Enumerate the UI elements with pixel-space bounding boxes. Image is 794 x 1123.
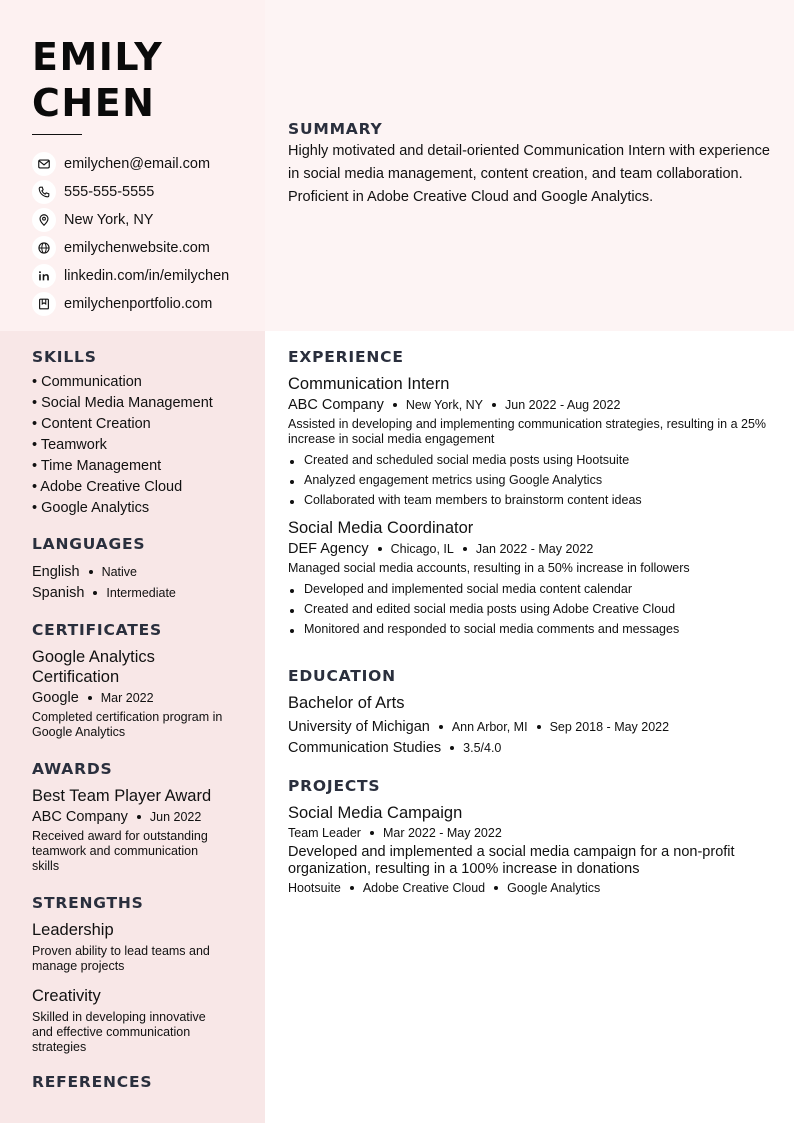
project-title: Social Media Campaign xyxy=(288,804,463,822)
linkedin-icon xyxy=(32,264,56,288)
separator-dot xyxy=(537,725,541,729)
education-meta xyxy=(288,716,778,737)
job-entry xyxy=(288,518,778,639)
separator-dot xyxy=(350,886,354,890)
project-description: Developed and implemented a social media campaign for a non-profit organization, resulting in a 100% increase in donations xyxy=(288,844,735,877)
skill-item: • Content Creation xyxy=(32,416,151,432)
separator-dot xyxy=(88,696,92,700)
summary-section xyxy=(288,120,778,209)
strengths-section xyxy=(32,894,247,1055)
contact-location-text: New York, NY xyxy=(64,212,154,228)
skills-section xyxy=(32,348,247,519)
job-company: DEF Agency xyxy=(288,541,369,557)
job-bullet xyxy=(288,490,778,510)
job-bullet-text: Created and scheduled social media posts using Hootsuite xyxy=(304,453,630,467)
contact-email-text: emilychen@email.com xyxy=(64,156,211,172)
globe-icon xyxy=(32,236,56,260)
skills-list xyxy=(32,372,247,519)
strengths-heading: STRENGTHS xyxy=(32,894,144,912)
skill-item: • Teamwork xyxy=(32,437,107,453)
contact-location xyxy=(32,206,229,234)
education-field-row xyxy=(288,737,778,758)
candidate-name xyxy=(32,34,163,126)
contact-phone-text: 555-555-5555 xyxy=(64,184,155,200)
references-heading: REFERENCES xyxy=(32,1073,153,1091)
education-heading: EDUCATION xyxy=(288,667,396,685)
education-school: University of Michigan xyxy=(288,718,430,735)
project-tool: Google Analytics xyxy=(507,881,601,895)
job-bullet-text: Created and edited social media posts using Adobe Creative Cloud xyxy=(304,602,676,616)
contact-linkedin-text: linkedin.com/in/emilychen xyxy=(64,268,230,284)
separator-dot xyxy=(378,547,382,551)
skill-item: • Google Analytics xyxy=(32,500,150,516)
skill-item: • Time Management xyxy=(32,458,162,474)
project-meta xyxy=(288,826,778,840)
name-divider xyxy=(32,134,82,135)
separator-dot xyxy=(463,547,467,551)
job-bullet xyxy=(288,579,778,599)
skill-item: • Social Media Management xyxy=(32,395,213,411)
job-bullets xyxy=(288,450,778,510)
separator-dot xyxy=(137,815,141,819)
job-title: Social Media Coordinator xyxy=(288,519,474,537)
contact-website[interactable] xyxy=(32,234,229,262)
bullet-dot xyxy=(290,589,294,593)
project-tool: Hootsuite xyxy=(288,881,341,895)
certificate-meta xyxy=(32,690,247,706)
award-date: Jun 2022 xyxy=(149,810,202,824)
separator-dot xyxy=(450,746,454,750)
references-section xyxy=(32,1073,247,1091)
project-role: Team Leader xyxy=(288,826,361,840)
bullet-dot xyxy=(290,629,294,633)
language-name: English xyxy=(32,563,80,580)
languages-section xyxy=(32,535,247,603)
bookmark-icon xyxy=(32,292,56,316)
language-item xyxy=(32,582,247,603)
strength-description: Skilled in developing innovative and effective communication strategies xyxy=(32,1010,206,1054)
job-bullet-text: Analyzed engagement metrics using Google Analytics xyxy=(304,473,603,487)
contact-portfolio-text: emilychenportfolio.com xyxy=(64,296,213,312)
strength-description: Proven ability to lead teams and manage projects xyxy=(32,944,210,973)
education-dates: Sep 2018 - May 2022 xyxy=(549,719,670,734)
job-bullets xyxy=(288,579,778,639)
job-title: Communication Intern xyxy=(288,375,450,393)
certificate-issuer: Google xyxy=(32,690,79,706)
project-tool: Adobe Creative Cloud xyxy=(362,881,486,895)
job-entry xyxy=(288,374,778,510)
project-tools xyxy=(288,881,778,895)
languages-heading: LANGUAGES xyxy=(32,535,146,553)
experience-section xyxy=(288,348,778,639)
separator-dot xyxy=(492,403,496,407)
summary-heading: SUMMARY xyxy=(288,120,383,138)
job-bullet xyxy=(288,470,778,490)
bullet-dot xyxy=(290,480,294,484)
skill-item: • Adobe Creative Cloud xyxy=(32,479,183,495)
job-bullet-text: Monitored and responded to social media comments and messages xyxy=(304,622,680,636)
location-pin-icon xyxy=(32,208,56,232)
certificate-description: Completed certification program in Google Analytics xyxy=(32,710,223,739)
summary-text: Highly motivated and detail-oriented Communication Intern with experience in social media management, content creation, and team collaboration. Proficient in Adobe Creative Cloud and Google Analytics. xyxy=(288,143,770,205)
awards-heading: AWARDS xyxy=(32,760,113,778)
separator-dot xyxy=(93,591,97,595)
projects-section xyxy=(288,777,778,895)
contact-email[interactable] xyxy=(32,150,229,178)
skill-item: • Communication xyxy=(32,374,142,390)
projects-heading: PROJECTS xyxy=(288,777,381,795)
last-name: CHEN xyxy=(32,81,156,125)
separator-dot xyxy=(393,403,397,407)
job-bullet-text: Collaborated with team members to brainstorm content ideas xyxy=(304,493,642,507)
bullet-dot xyxy=(290,460,294,464)
first-name: EMILY xyxy=(32,35,164,79)
contact-linkedin[interactable] xyxy=(32,262,229,290)
separator-dot xyxy=(439,725,443,729)
job-bullet-text: Developed and implemented social media content calendar xyxy=(304,582,632,596)
bullet-dot xyxy=(290,609,294,613)
education-location: Ann Arbor, MI xyxy=(451,719,528,734)
education-degree: Bachelor of Arts xyxy=(288,694,405,712)
job-dates: Jan 2022 - May 2022 xyxy=(475,542,594,556)
bullet-dot xyxy=(290,500,294,504)
awards-section xyxy=(32,760,247,874)
award-meta xyxy=(32,809,247,825)
email-icon xyxy=(32,152,56,176)
job-company: ABC Company xyxy=(288,397,384,413)
education-gpa: 3.5/4.0 xyxy=(463,740,502,755)
language-level: Native xyxy=(101,564,137,579)
experience-heading: EXPERIENCE xyxy=(288,348,404,366)
project-dates: Mar 2022 - May 2022 xyxy=(382,826,502,840)
certificates-heading: CERTIFICATES xyxy=(32,621,162,639)
contact-list xyxy=(32,150,229,318)
job-bullet xyxy=(288,599,778,619)
award-title: Best Team Player Award xyxy=(32,787,212,805)
job-location: Chicago, IL xyxy=(390,542,454,556)
job-dates: Jun 2022 - Aug 2022 xyxy=(505,398,621,412)
separator-dot xyxy=(89,570,93,574)
language-level: Intermediate xyxy=(106,585,176,600)
contact-website-text: emilychenwebsite.com xyxy=(64,240,210,256)
contact-phone[interactable] xyxy=(32,178,229,206)
phone-icon xyxy=(32,180,56,204)
job-location: New York, NY xyxy=(405,398,484,412)
language-item xyxy=(32,561,247,582)
education-field: Communication Studies xyxy=(288,739,442,756)
separator-dot xyxy=(370,831,374,835)
job-meta xyxy=(288,541,778,557)
skills-heading: SKILLS xyxy=(32,348,97,366)
separator-dot xyxy=(494,886,498,890)
strength-title: Leadership xyxy=(32,921,114,939)
certificate-date: Mar 2022 xyxy=(100,691,154,705)
certificate-title: Google Analytics Certification xyxy=(32,648,155,686)
award-description: Received award for outstanding teamwork and communication skills xyxy=(32,829,208,873)
job-summary: Assisted in developing and implementing communication strategies, resulting in a 25% increase in social media engagement xyxy=(288,417,767,446)
strength-title: Creativity xyxy=(32,987,101,1005)
job-summary: Managed social media accounts, resulting in a 50% increase in followers xyxy=(288,561,690,575)
certificates-section xyxy=(32,621,247,740)
education-section xyxy=(288,667,778,758)
job-meta xyxy=(288,397,778,413)
contact-portfolio[interactable] xyxy=(32,290,229,318)
award-issuer: ABC Company xyxy=(32,809,128,825)
job-bullet xyxy=(288,619,778,639)
language-name: Spanish xyxy=(32,584,85,601)
job-bullet xyxy=(288,450,778,470)
